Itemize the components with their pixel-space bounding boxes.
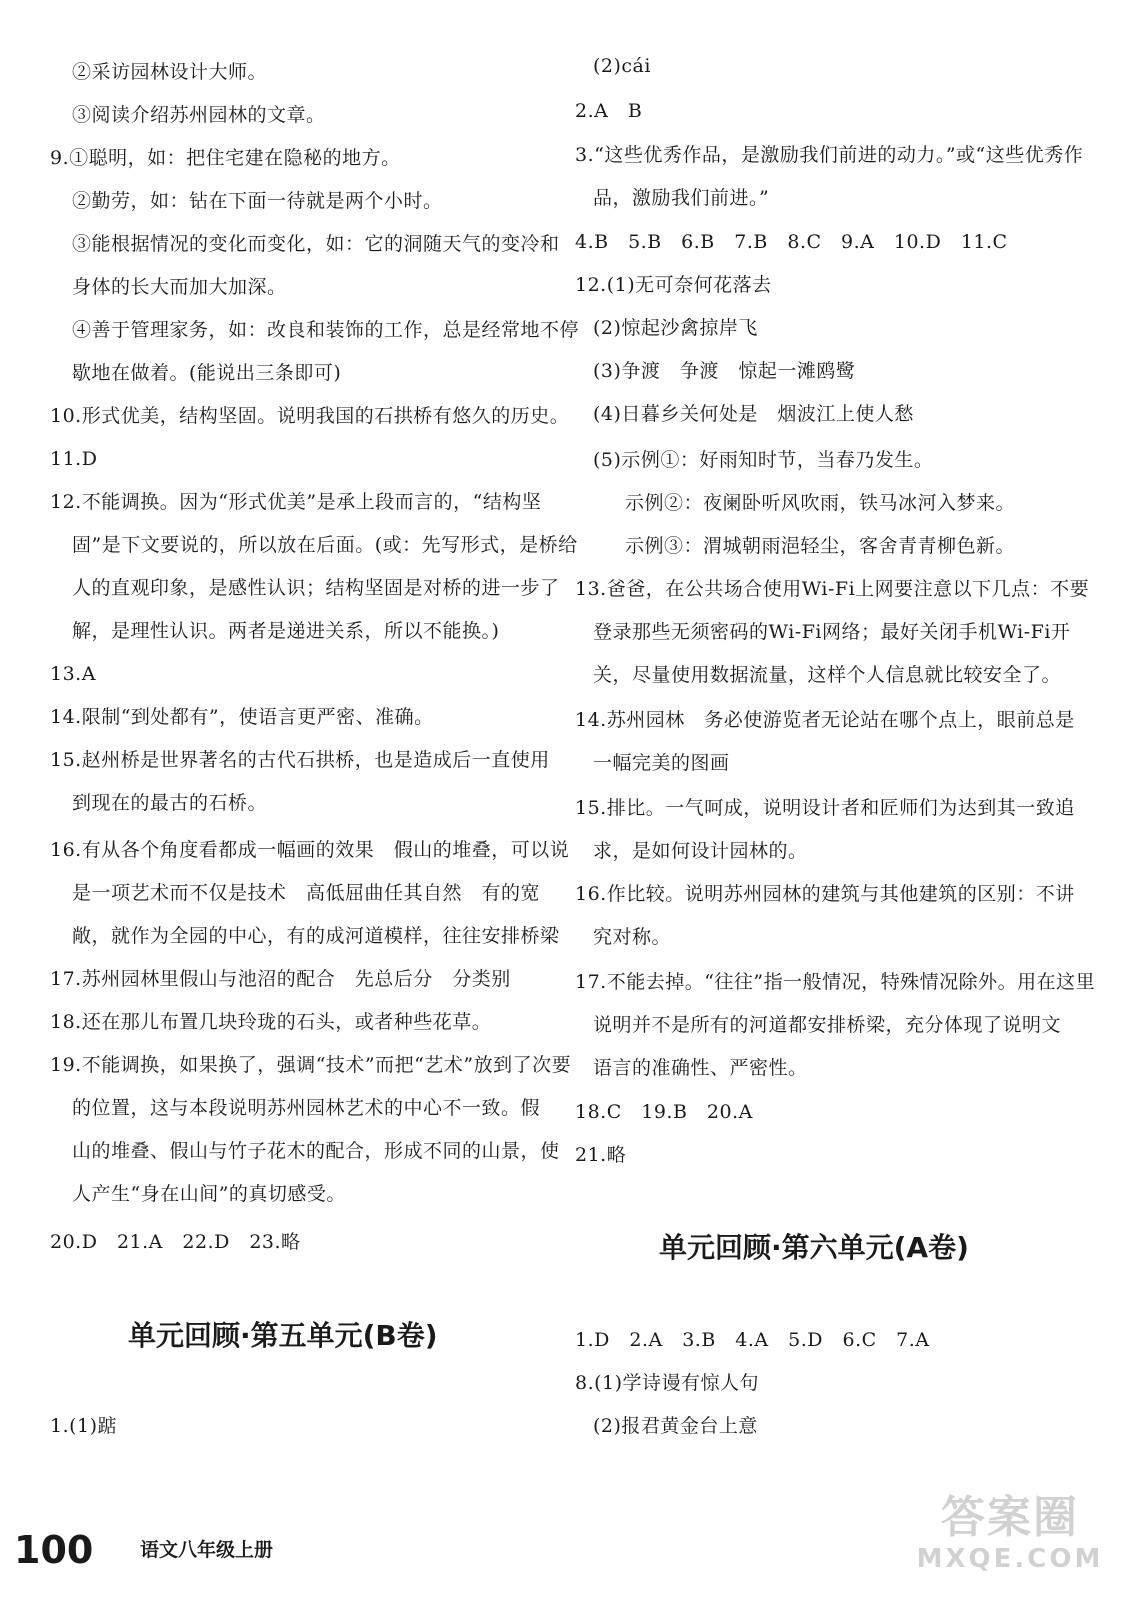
answer-line: 10.形式优美，结构坚固。说明我国的石拱桥有悠久的历史。 (50, 405, 570, 427)
answer-line: 9.①聪明，如：把住宅建在隐秘的地方。 (50, 147, 401, 169)
answer-line: 求，是如何设计园林的。 (593, 840, 808, 862)
answer-line: ②勤劳，如：钻在下面一待就是两个小时。 (72, 190, 443, 212)
answer-line: 说明并不是所有的河道都安排桥梁，充分体现了说明文 (593, 1014, 1062, 1036)
answer-line: 14.苏州园林 务必使游览者无论站在哪个点上，眼前总是 (575, 709, 1075, 731)
answer-line: (5)示例①：好雨知时节，当春乃发生。 (593, 449, 934, 471)
answer-line: ③能根据情况的变化而变化，如：它的洞随天气的变冷和 (72, 233, 560, 255)
answer-line: 1.(1)踮 (50, 1415, 118, 1437)
answer-line: 2.A B (575, 100, 643, 122)
answer-line: 3.“这些优秀作品，是激励我们前进的动力。”或“这些优秀作 (575, 144, 1084, 166)
answer-line: 的位置，这与本段说明苏州园林艺术的中心不一致。假 (72, 1097, 541, 1119)
answer-line: 15.赵州桥是世界著名的古代石拱桥，也是造成后一直使用 (50, 749, 550, 771)
answer-line: 关，尽量使用数据流量，这样个人信息就比较安全了。 (593, 664, 1062, 686)
answer-line: 示例②：夜阑卧听风吹雨，铁马冰河入梦来。 (625, 492, 1016, 514)
answer-line: 到现在的最古的石桥。 (72, 792, 268, 814)
answer-line: 18.C 19.B 20.A (575, 1101, 753, 1123)
answer-line: 17.苏州园林里假山与池沼的配合 先总后分 分类别 (50, 968, 511, 990)
answer-line: 16.作比较。说明苏州园林的建筑与其他建筑的区别：不讲 (575, 883, 1075, 905)
answer-line: 一幅完美的图画 (593, 752, 730, 774)
answer-line: (2)cái (593, 55, 651, 77)
section-heading-unit6-a: 单元回顾·第六单元(A卷) (659, 1231, 969, 1264)
watermark-bottom-text: MXQE.COM (916, 1544, 1104, 1574)
answer-line: 人的直观印象，是感性认识；结构坚固是对桥的进一步了 (72, 577, 560, 599)
answer-line: ③阅读介绍苏州园林的文章。 (72, 104, 326, 126)
answer-line: 16.有从各个角度看都成一幅画的效果 假山的堆叠，可以说 (50, 839, 570, 861)
answer-line: 敞，就作为全园的中心，有的成河道模样，往往安排桥梁 (72, 925, 560, 947)
answer-line: 19.不能调换，如果换了，强调“技术”而把“艺术”放到了次要 (50, 1054, 572, 1076)
answer-line: (2)惊起沙禽掠岸飞 (593, 317, 758, 339)
answer-line: 12.不能调换。因为“形式优美”是承上段而言的，“结构坚 (50, 491, 542, 513)
answer-line: 是一项艺术而不仅是技术 高低屈曲任其自然 有的宽 (72, 882, 541, 904)
answer-line: (4)日暮乡关何处是 烟波江上使人愁 (593, 403, 914, 425)
answer-line: 歇地在做着。(能说出三条即可) (72, 362, 342, 384)
answer-line: 14.限制“到处都有”，使语言更严密、准确。 (50, 706, 434, 728)
answer-line: 1.D 2.A 3.B 4.A 5.D 6.C 7.A (575, 1329, 930, 1351)
answer-line: 究对称。 (593, 926, 672, 948)
answer-line: 解，是理性认识。两者是递进关系，所以不能换。) (72, 620, 500, 642)
answer-line: (3)争渡 争渡 惊起一滩鸥鹭 (593, 360, 856, 382)
answer-line: ④善于管理家务，如：改良和装饰的工作，总是经常地不停 (72, 319, 580, 341)
answer-line: 山的堆叠、假山与竹子花木的配合，形成不同的山景，使 (72, 1140, 560, 1162)
answer-line: 人产生“身在山间”的真切感受。 (72, 1183, 346, 1205)
answer-line: (2)报君黄金台上意 (593, 1415, 758, 1437)
answer-line: 语言的准确性、严密性。 (593, 1057, 808, 1079)
watermark-top-text: 答案圈 (941, 1492, 1079, 1543)
section-heading-unit5-b: 单元回顾·第五单元(B卷) (128, 1319, 438, 1352)
answer-line: 12.(1)无可奈何花落去 (575, 274, 772, 296)
answer-line: 11.D (50, 448, 98, 470)
answer-line: 品，激励我们前进。” (593, 187, 770, 209)
answer-line: 17.不能去掉。“往往”指一般情况，特殊情况除外。用在这里 (575, 971, 1096, 993)
answer-line: 登录那些无须密码的Wi-Fi网络；最好关闭手机Wi-Fi开 (593, 621, 1071, 643)
answer-line: 21.略 (575, 1144, 627, 1166)
watermark-logo (910, 1492, 1110, 1582)
answer-line: 13.A (50, 663, 96, 685)
answer-line: 固”是下文要说的，所以放在后面。(或：先写形式，是桥给 (72, 534, 578, 556)
page-number: 100 (14, 1528, 94, 1572)
answer-line: 身体的长大而加大加深。 (72, 276, 287, 298)
answer-line: 示例③：渭城朝雨浥轻尘，客舍青青柳色新。 (625, 535, 1016, 557)
answer-line: 4.B 5.B 6.B 7.B 8.C 9.A 10.D 11.C (575, 231, 1008, 253)
answer-line: 20.D 21.A 22.D 23.略 (50, 1231, 301, 1253)
book-title: 语文八年级上册 (140, 1539, 274, 1561)
answer-line: 13.爸爸，在公共场合使用Wi-Fi上网要注意以下几点：不要 (575, 578, 1090, 600)
answer-line: 18.还在那儿布置几块玲珑的石头，或者种些花草。 (50, 1011, 492, 1033)
answer-line: 8.(1)学诗谩有惊人句 (575, 1372, 760, 1394)
answer-line: 15.排比。一气呵成，说明设计者和匠师们为达到其一致追 (575, 797, 1075, 819)
answer-line: ②采访园林设计大师。 (72, 61, 268, 83)
